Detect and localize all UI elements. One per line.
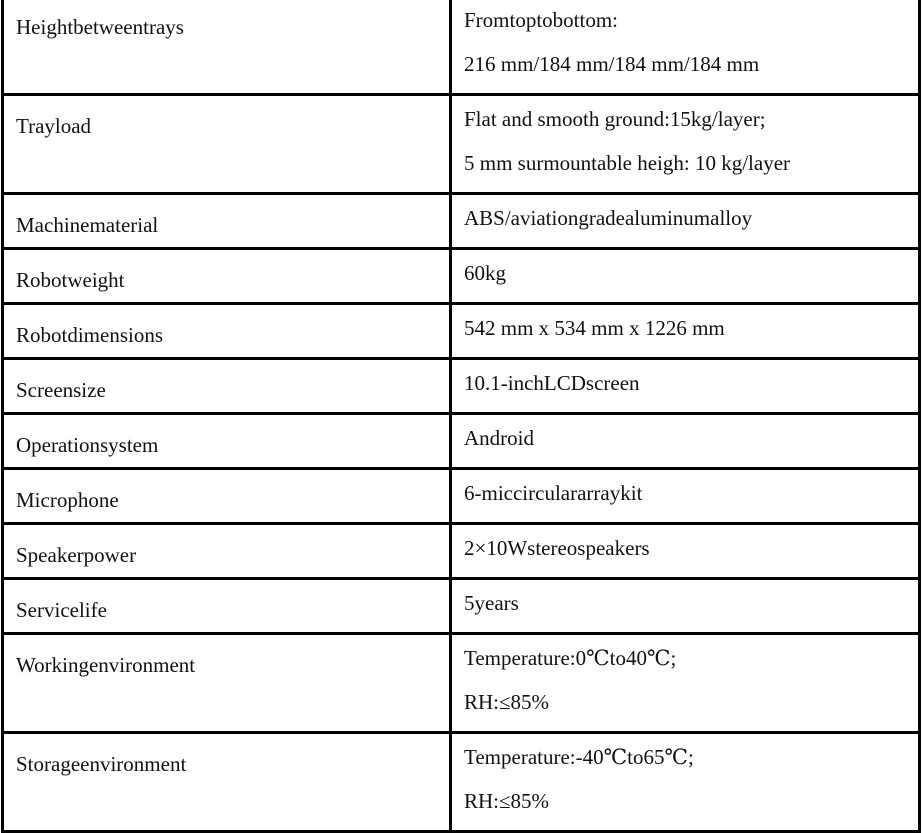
value-line: Temperature:0℃to40℃; bbox=[464, 646, 677, 670]
value-line: Fromtoptobottom: bbox=[464, 8, 619, 32]
table-row bbox=[3, 634, 920, 733]
table-row bbox=[3, 359, 920, 414]
row-value bbox=[451, 249, 920, 304]
spec-table bbox=[1, 0, 921, 833]
value-line: 2×10Wstereospeakers bbox=[464, 536, 650, 560]
value-line: RH:≤85% bbox=[464, 789, 550, 813]
table-row bbox=[3, 249, 920, 304]
row-label: Servicelife bbox=[3, 579, 451, 634]
value-line: ABS/aviationgradealuminumalloy bbox=[464, 206, 753, 230]
row-value bbox=[451, 95, 920, 194]
table-row bbox=[3, 524, 920, 579]
row-label: Operationsystem bbox=[3, 414, 451, 469]
row-label: Microphone bbox=[3, 469, 451, 524]
row-value bbox=[451, 469, 920, 524]
row-value bbox=[451, 0, 920, 95]
row-value bbox=[451, 579, 920, 634]
table-row bbox=[3, 304, 920, 359]
value-line: Temperature:-40℃to65℃; bbox=[464, 745, 694, 769]
row-value bbox=[451, 304, 920, 359]
value-line: Android bbox=[464, 426, 534, 450]
row-label: Workingenvironment bbox=[3, 634, 451, 733]
table-row bbox=[3, 0, 920, 95]
row-label: Trayload bbox=[3, 95, 451, 194]
table-row bbox=[3, 414, 920, 469]
table-row bbox=[3, 95, 920, 194]
row-label: Robotweight bbox=[3, 249, 451, 304]
value-line: 5 mm surmountable heigh: 10 kg/layer bbox=[464, 151, 791, 175]
row-label: Heightbetweentrays bbox=[3, 0, 451, 95]
table-row bbox=[3, 733, 920, 832]
value-line: 6-miccirculararraykit bbox=[464, 481, 643, 505]
row-value bbox=[451, 733, 920, 832]
row-value bbox=[451, 194, 920, 249]
row-value bbox=[451, 524, 920, 579]
value-line: Flat and smooth ground:15kg/layer; bbox=[464, 107, 766, 131]
value-line: 542 mm x 534 mm x 1226 mm bbox=[464, 316, 725, 340]
value-line: RH:≤85% bbox=[464, 690, 550, 714]
row-value bbox=[451, 634, 920, 733]
value-line: 5years bbox=[464, 591, 519, 615]
value-line: 216 mm/184 mm/184 mm/184 mm bbox=[464, 52, 760, 76]
row-label: Screensize bbox=[3, 359, 451, 414]
table-row bbox=[3, 469, 920, 524]
value-line: 60kg bbox=[464, 261, 506, 285]
row-label: Robotdimensions bbox=[3, 304, 451, 359]
row-label: Machinematerial bbox=[3, 194, 451, 249]
row-label: Storageenvironment bbox=[3, 733, 451, 832]
table-row bbox=[3, 579, 920, 634]
row-label: Speakerpower bbox=[3, 524, 451, 579]
row-value bbox=[451, 359, 920, 414]
value-line: 10.1-inchLCDscreen bbox=[464, 371, 640, 395]
row-value bbox=[451, 414, 920, 469]
table-row bbox=[3, 194, 920, 249]
